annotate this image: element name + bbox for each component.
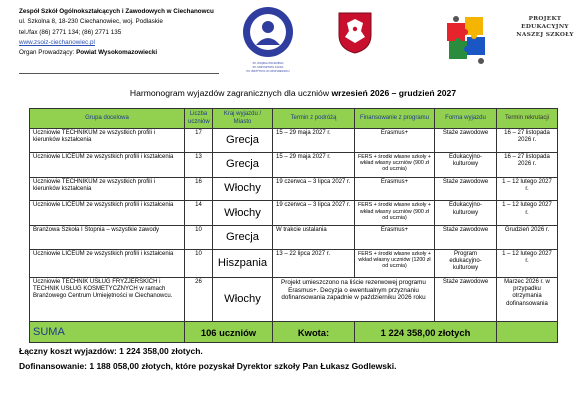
header-term: Termin z podróżą bbox=[273, 109, 355, 129]
cell-country: Hiszpania bbox=[213, 249, 273, 277]
cell-term: W trakcie ustalania bbox=[273, 226, 355, 250]
title-period: wrzesień 2026 – grudzień 2027 bbox=[331, 88, 457, 98]
cell-count: 14 bbox=[185, 201, 213, 226]
header-count: Liczba uczniów bbox=[185, 109, 213, 129]
cell-recruitment: 16 – 27 listopada 2026 r. bbox=[497, 129, 558, 153]
cell-funding: FERS + środki własne szkoły + wkład własny uczniów (900 zł od ucznia) bbox=[355, 201, 435, 226]
cell-recruitment: Grudzień 2026 r. bbox=[497, 226, 558, 250]
cell-form: Program edukacyjno-kulturowy bbox=[435, 249, 497, 277]
sum-amount: 1 224 358,00 złotych bbox=[355, 322, 497, 343]
trip-schedule-table bbox=[29, 108, 558, 343]
coat-of-arms-logo bbox=[337, 11, 373, 55]
project-title-line-3: NASZEJ SZKOŁY bbox=[516, 32, 574, 38]
cell-group: Uczniowie TECHNIKUM ze wszystkich profili i kierunków kształcenia bbox=[30, 129, 185, 153]
cell-group: Branżowa Szkoła I Stopnia – wszystkie zawody bbox=[30, 226, 185, 250]
cell-form: Staże zawodowe bbox=[435, 177, 497, 201]
cell-term: 13 – 22 lipca 2027 r. bbox=[273, 249, 355, 277]
school-address: ul. Szkolna 8, 18-230 Ciechanowiec, woj. Podlaskie bbox=[19, 18, 163, 26]
header-country: Kraj wyjazdu / Miasto bbox=[213, 109, 273, 129]
table-row bbox=[30, 152, 558, 177]
table-row bbox=[30, 201, 558, 226]
organ-line bbox=[19, 48, 219, 58]
organ-label: Organ Prowadzący: bbox=[19, 49, 77, 57]
title-prefix: Harmonogram wyjazdów zagranicznych dla uczniów bbox=[129, 88, 332, 98]
header-form: Forma wyjazdu bbox=[435, 109, 497, 129]
cell-term: 15 – 29 maja 2027 r. bbox=[273, 152, 355, 177]
cell-count: 10 bbox=[185, 249, 213, 277]
project-title bbox=[504, 15, 586, 39]
cell-recruitment: 16 – 27 listopada 2026 r. bbox=[497, 152, 558, 177]
cell-country: Włochy bbox=[213, 177, 273, 201]
emblem-caption-2: IM. KRZYSZTOFA KLUKA bbox=[252, 66, 284, 69]
cell-funding: FERS + środki własne szkoły + wkład własny uczniów (900 zł od ucznia) bbox=[355, 152, 435, 177]
school-emblem-logo bbox=[236, 5, 300, 75]
project-title-line-2: EDUKACYJNY bbox=[521, 24, 569, 30]
table-row bbox=[30, 249, 558, 277]
cell-country: Włochy bbox=[213, 201, 273, 226]
total-cost: Łączny koszt wyjazdów: 1 224 358,00 złotych. bbox=[19, 346, 203, 356]
cell-group: Uczniowie TECHNIK USŁUG FRYZJERSKICH i TECHNIK USŁUG KOSMETYCZNYCH w ramach Branżowego Centrum Umiejętności w Ciechanowcu. bbox=[30, 278, 185, 322]
cell-reserve-note: Projekt umieszczono na liście rezerwowej programu Erasmus+. Decyzja o ewentualnym przyznaniu dofinansowania zapadnie w październiku 2026 roku bbox=[273, 278, 435, 322]
school-header bbox=[19, 7, 219, 58]
cell-funding: Erasmus+ bbox=[355, 177, 435, 201]
cell-group: Uczniowie TECHNIKUM ze wszystkich profili i kierunków kształcenia bbox=[30, 177, 185, 201]
cell-country: Grecja bbox=[213, 129, 273, 153]
header-divider bbox=[19, 73, 219, 74]
sum-label: SUMA bbox=[30, 322, 185, 343]
cell-group: Uczniowie LICEUM ze wszystkich profili i kształcenia bbox=[30, 152, 185, 177]
cell-term: 15 – 29 maja 2027 r. bbox=[273, 129, 355, 153]
cell-funding: FERS + środki własne szkoły + wkład własny uczniów (1200 zł od ucznia) bbox=[355, 249, 435, 277]
total-funding: Dofinansowanie: 1 188 058,00 złotych, które pozyskał Dyrektor szkoły Pan Łukasz Godlewski. bbox=[19, 361, 397, 371]
cell-recruitment: Marzec 2026 r. w przypadku otrzymania dofinansowania bbox=[497, 278, 558, 322]
header-group: Grupa docelowa bbox=[30, 109, 185, 129]
cell-recruitment: 1 – 12 lutego 2027 r. bbox=[497, 249, 558, 277]
sum-students: 106 uczniów bbox=[185, 322, 273, 343]
cell-form: Staże zawodowe bbox=[435, 278, 497, 322]
cell-country: Włochy bbox=[213, 278, 273, 322]
table-row bbox=[30, 226, 558, 250]
school-name: Zespół Szkół Ogólnokształcących i Zawodowych w Ciechanowcu bbox=[19, 8, 214, 15]
cell-form: Edukacyjno-kulturowy bbox=[435, 152, 497, 177]
school-website-link[interactable]: www.zsoiz-ciechanowiec.pl bbox=[19, 38, 95, 46]
cell-count: 13 bbox=[185, 152, 213, 177]
organ-name: Powiat Wysokomazowiecki bbox=[76, 49, 158, 57]
header-funding: Finansowanie z programu bbox=[355, 109, 435, 129]
header-recruitment: Termin rekrutacji bbox=[497, 109, 558, 129]
cell-group: Uczniowie LICEUM ze wszystkich profili i kształcenia bbox=[30, 249, 185, 277]
project-puzzle-logo bbox=[441, 9, 513, 73]
school-phone: tel./fax (86) 2771 134; (86) 2771 135 bbox=[19, 28, 122, 36]
table-row bbox=[30, 278, 558, 322]
cell-form: Staże zawodowe bbox=[435, 226, 497, 250]
project-title-line-1: PROJEKT bbox=[528, 16, 562, 22]
cell-count: 10 bbox=[185, 226, 213, 250]
cell-form: Edukacyjno-kulturowy bbox=[435, 201, 497, 226]
cell-funding: Erasmus+ bbox=[355, 129, 435, 153]
document-title bbox=[0, 88, 586, 98]
sum-amount-label: Kwota: bbox=[273, 322, 355, 343]
cell-count: 16 bbox=[185, 177, 213, 201]
cell-country: Grecja bbox=[213, 226, 273, 250]
table-row bbox=[30, 177, 558, 201]
cell-recruitment: 1 – 12 lutego 2027 r. bbox=[497, 201, 558, 226]
sum-row bbox=[30, 322, 558, 343]
cell-form: Staże zawodowe bbox=[435, 129, 497, 153]
cell-count: 17 bbox=[185, 129, 213, 153]
cell-term: 19 czerwca – 3 lipca 2027 r. bbox=[273, 201, 355, 226]
cell-funding: Erasmus+ bbox=[355, 226, 435, 250]
cell-term: 19 czerwca – 3 lipca 2027 r. bbox=[273, 177, 355, 201]
cell-group: Uczniowie LICEUM ze wszystkich profili i kształcenia bbox=[30, 201, 185, 226]
emblem-caption-1: IM. WOJSKA POLSKIEGO bbox=[252, 62, 284, 65]
sum-empty-cell bbox=[497, 322, 558, 343]
emblem-caption-3: IM. INSTYTUTA W CIECHANOWCU bbox=[246, 70, 290, 73]
cell-recruitment: 1 – 12 lutego 2027 r. bbox=[497, 177, 558, 201]
table-header-row bbox=[30, 109, 558, 129]
table-row bbox=[30, 129, 558, 153]
cell-country: Grecja bbox=[213, 152, 273, 177]
cell-count: 26 bbox=[185, 278, 213, 322]
